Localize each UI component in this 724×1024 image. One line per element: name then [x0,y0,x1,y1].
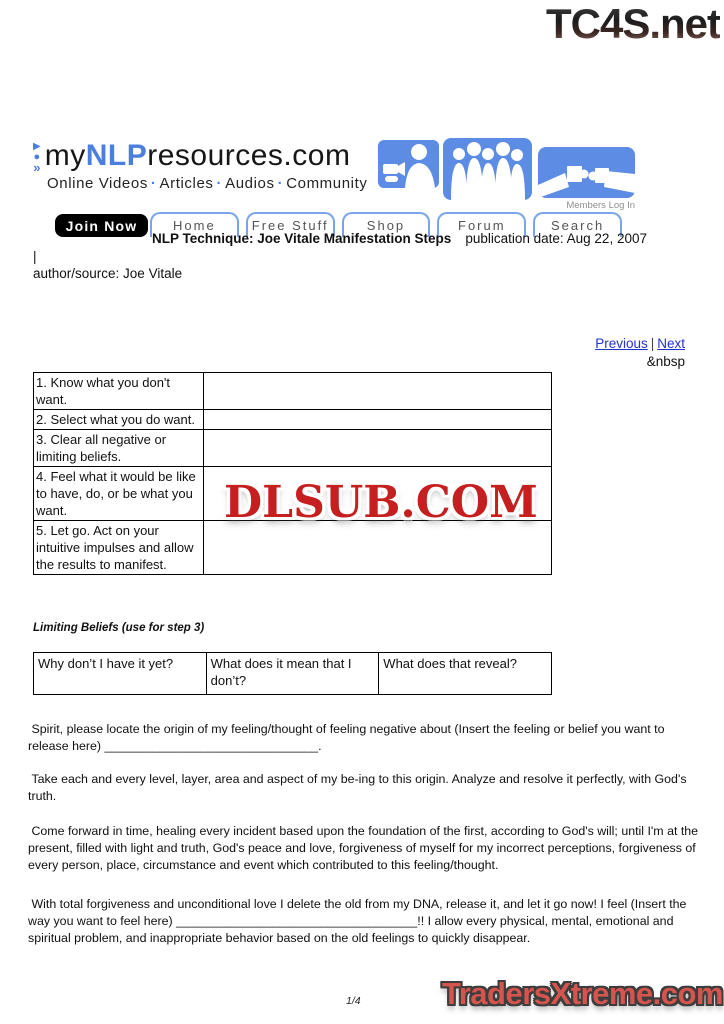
step-label-cell: 1. Know what you don't want. [34,373,204,410]
article-title-line [152,231,647,246]
pipe-text: | [33,249,37,264]
table-row [34,521,552,575]
site-logo[interactable] [33,139,367,192]
members-login-link[interactable]: Members Log In [566,200,635,211]
limiting-beliefs-heading: Limiting Beliefs (use for step 3) [33,622,205,634]
tagline-item: Online Videos [47,175,148,193]
step-answer-cell [204,521,552,575]
beliefs-column-cell: Why don’t I have it yet? [34,653,207,695]
tagline-separator: · [150,175,157,193]
site-tagline [33,175,367,192]
dlsub-watermark: DLSUB.COM [224,477,538,528]
tab-search[interactable]: Search [533,212,622,237]
step-answer-cell [204,410,552,430]
step-answer-cell [204,373,552,410]
prayer-paragraph-3: Come forward in time, healing every incident based upon the foundation of the first, according to God's will; until I'm at the present, filled with light and truth, God's peace and love, forgiveness of myself for my incorrect perceptions, forgiveness of every person, place, circumstance and event which contributed to this feeling/thought. [28,824,702,872]
tab-shop[interactable]: Shop [342,212,431,237]
previous-link[interactable]: Previous [595,336,648,351]
step-label-cell: 4. Feel what it would be like to have, do, or be what you want. [34,467,204,521]
logo-part-my: my [44,139,86,172]
tagline-item: Community [286,175,368,193]
tagline-item: Audios [225,175,275,193]
media-player-icon [33,142,41,174]
tab-free-stuff[interactable]: Free Stuff [246,212,335,237]
tab-home[interactable]: Home [150,212,239,237]
beliefs-column-cell: What does it mean that I don’t? [206,653,379,695]
step-label-cell: 3. Clear all negative or limiting beliefs. [34,430,204,467]
logo-part-nlp: NLP [85,139,148,172]
tagline-separator: · [216,175,223,193]
play-icon: ▶ [33,141,41,152]
tagline-separator: · [277,175,284,193]
page-title: NLP Technique: Joe Vitale Manifestation Steps [152,231,452,246]
step-label-cell: 2. Select what you do want. [34,410,204,430]
community-group-image [443,138,532,200]
nbsp-literal-text: &nbsp [646,354,685,369]
page-number: 1/4 [346,995,361,1007]
author-source: author/source: Joe Vitale [33,266,183,281]
logo-part-resources: resources.com [147,139,351,172]
prayer-paragraph-1: Spirit, please locate the origin of my feeling/thought of feeling negative about (Insert the feeling or belief you want to release here) _______________________________. [28,722,668,753]
join-now-button[interactable]: Join Now [55,214,148,237]
pagination-separator: | [650,336,655,351]
publication-date: publication date: Aug 22, 2007 [465,231,647,246]
tc4s-watermark-logo: TC4S.net [545,0,720,47]
manifestation-steps-table [33,372,552,575]
tab-forum[interactable]: Forum [437,212,526,237]
next-link[interactable]: Next [657,336,685,351]
table-row [34,653,552,695]
dot-icon: ● [33,150,41,163]
table-row [34,410,552,430]
pagination [595,336,685,370]
fast-forward-icon: » [33,159,41,175]
table-row [34,373,552,410]
step-answer-cell [204,430,552,467]
video-camera-person-image [378,140,439,188]
limiting-beliefs-table [33,652,552,695]
beliefs-column-cell: What does that reveal? [379,653,552,695]
prayer-paragraph-2: Take each and every level, layer, area and aspect of my be-ing to this origin. Analyze and resolve it perfectly, with God's truth. [28,772,690,803]
puzzle-hands-image [538,147,635,198]
prayer-paragraph-4: With total forgiveness and unconditional love I delete the old from my DNA, release it, and let it go now! I feel (Insert the way you want to feel here) ___________________________________!! I allow every physical, mental, emotional and spiritual problem, and inappropriate behavior based on the old feelings to quickly disappear. [28,897,690,945]
site-logo-text [45,139,351,172]
tagline-item: Articles [159,175,214,193]
step-label-cell: 5. Let go. Act on your intuitive impulses and allow the results to manifest. [34,521,204,575]
tradersxtreme-watermark-logo: TradersXtreme.com [442,976,723,1011]
table-row [34,430,552,467]
